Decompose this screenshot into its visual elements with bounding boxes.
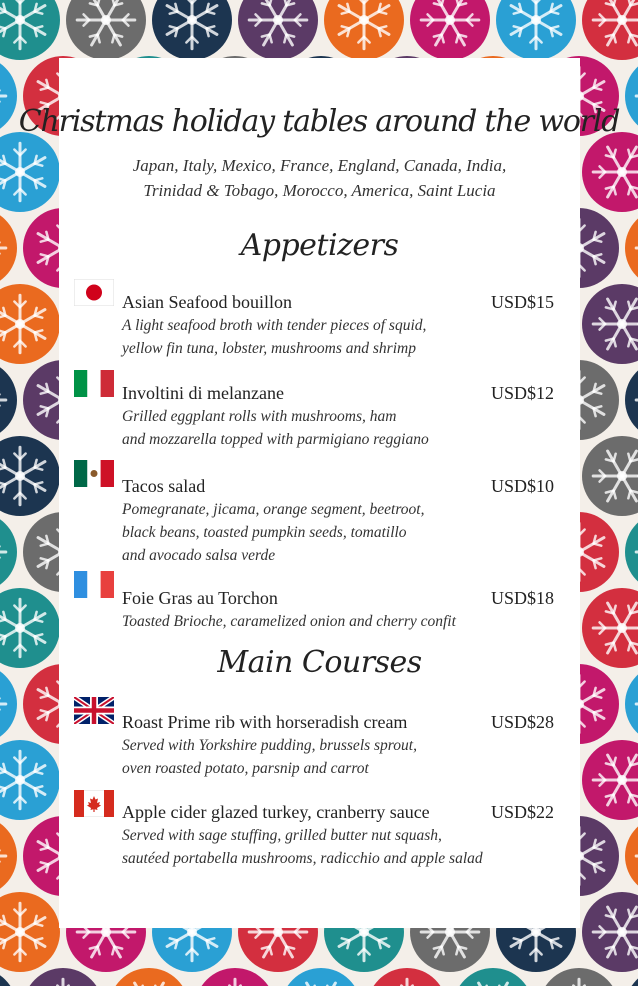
item-name: Tacos salad — [122, 476, 206, 496]
item-description — [122, 610, 554, 633]
menu-item — [122, 474, 554, 567]
snowflake-circle — [238, 0, 318, 60]
description-line: yellow fin tuna, lobster, mushrooms and shrimp — [122, 340, 416, 357]
item-description — [122, 405, 554, 451]
subtitle-line: Japan, Italy, Mexico, France, England, Canada, India, — [132, 156, 507, 175]
snowflake-circle — [0, 512, 17, 592]
item-description — [122, 824, 554, 870]
description-line: oven roasted potato, parsnip and carrot — [122, 760, 369, 777]
snowflake-circle — [0, 436, 60, 516]
snowflake-circle — [0, 740, 60, 820]
menu-item — [122, 381, 554, 451]
snowflake-circle — [582, 132, 638, 212]
snowflake-circle — [23, 968, 103, 986]
snowflake-circle — [0, 284, 60, 364]
snowflake-circle — [109, 968, 189, 986]
snowflake-circle — [367, 968, 447, 986]
item-name: Asian Seafood bouillon — [122, 292, 292, 312]
snowflake-circle — [625, 816, 638, 896]
snowflake-circle — [582, 740, 638, 820]
item-description — [122, 314, 554, 360]
snowflake-circle — [582, 436, 638, 516]
item-name: Foie Gras au Torchon — [122, 588, 278, 608]
snowflake-circle — [0, 892, 60, 972]
snowflake-circle — [582, 0, 638, 60]
snowflake-circle — [496, 0, 576, 60]
snowflake-circle — [625, 664, 638, 744]
menu-item — [122, 800, 554, 870]
description-line: Toasted Brioche, caramelized onion and cherry confit — [122, 613, 456, 630]
menu-item — [122, 710, 554, 780]
mexico-flag-icon — [74, 460, 114, 487]
main-courses-heading: Main Courses — [217, 645, 422, 680]
snowflake-circle — [539, 968, 619, 986]
description-line: Served with Yorkshire pudding, brussels sprout, — [122, 737, 417, 754]
snowflake-circle — [281, 968, 361, 986]
menu-item — [122, 586, 554, 633]
snowflake-circle — [410, 0, 490, 60]
subtitle-line: Trinidad & Tobago, Morocco, America, Saint Lucia — [143, 181, 496, 200]
menu-item — [122, 290, 554, 360]
snowflake-circle — [625, 208, 638, 288]
description-line: sautéed portabella mushrooms, radicchio and apple salad — [122, 850, 483, 867]
description-line: Pomegranate, jicama, orange segment, beetroot, — [122, 501, 425, 518]
snowflake-circle — [0, 360, 17, 440]
description-line: Served with sage stuffing, grilled butter nut squash, — [122, 827, 442, 844]
snowflake-circle — [152, 0, 232, 60]
uk-flag-icon — [74, 697, 114, 724]
item-name: Roast Prime rib with horseradish cream — [122, 712, 408, 732]
snowflake-circle — [0, 588, 60, 668]
item-description — [122, 498, 554, 567]
snowflake-circle — [0, 816, 17, 896]
snowflake-circle — [625, 512, 638, 592]
snowflake-circle — [0, 208, 17, 288]
snowflake-circle — [0, 0, 60, 60]
appetizers-heading: Appetizers — [240, 228, 399, 263]
snowflake-circle — [195, 968, 275, 986]
description-line: and avocado salsa verde — [122, 547, 276, 564]
japan-flag-icon — [74, 279, 114, 306]
item-name: Involtini di melanzane — [122, 383, 284, 403]
snowflake-circle — [582, 284, 638, 364]
snowflake-circle — [453, 968, 533, 986]
snowflake-circle — [0, 664, 17, 744]
menu-subtitle — [59, 153, 580, 203]
italy-flag-icon — [74, 370, 114, 397]
item-description — [122, 734, 554, 780]
snowflake-circle — [324, 0, 404, 60]
menu-title: Christmas holiday tables around the world — [18, 104, 620, 139]
snowflake-circle — [582, 892, 638, 972]
snowflake-circle — [66, 0, 146, 60]
snowflake-circle — [582, 588, 638, 668]
snowflake-circle — [0, 132, 60, 212]
item-price: USD$28 — [490, 712, 554, 732]
item-price: USD$18 — [490, 588, 554, 608]
description-line: and mozzarella topped with parmigiano reggiano — [122, 431, 429, 448]
item-price: USD$12 — [490, 383, 554, 403]
item-price: USD$15 — [490, 292, 554, 312]
description-line: black beans, toasted pumpkin seeds, tomatillo — [122, 524, 407, 541]
item-price: USD$10 — [490, 476, 554, 496]
canada-flag-icon — [74, 790, 114, 817]
item-price: USD$22 — [490, 802, 554, 822]
item-name: Apple cider glazed turkey, cranberry sauce — [122, 802, 430, 822]
description-line: A light seafood broth with tender pieces of squid, — [122, 317, 427, 334]
france-flag-icon — [74, 571, 114, 598]
snowflake-circle — [625, 360, 638, 440]
description-line: Grilled eggplant rolls with mushrooms, ham — [122, 408, 397, 425]
